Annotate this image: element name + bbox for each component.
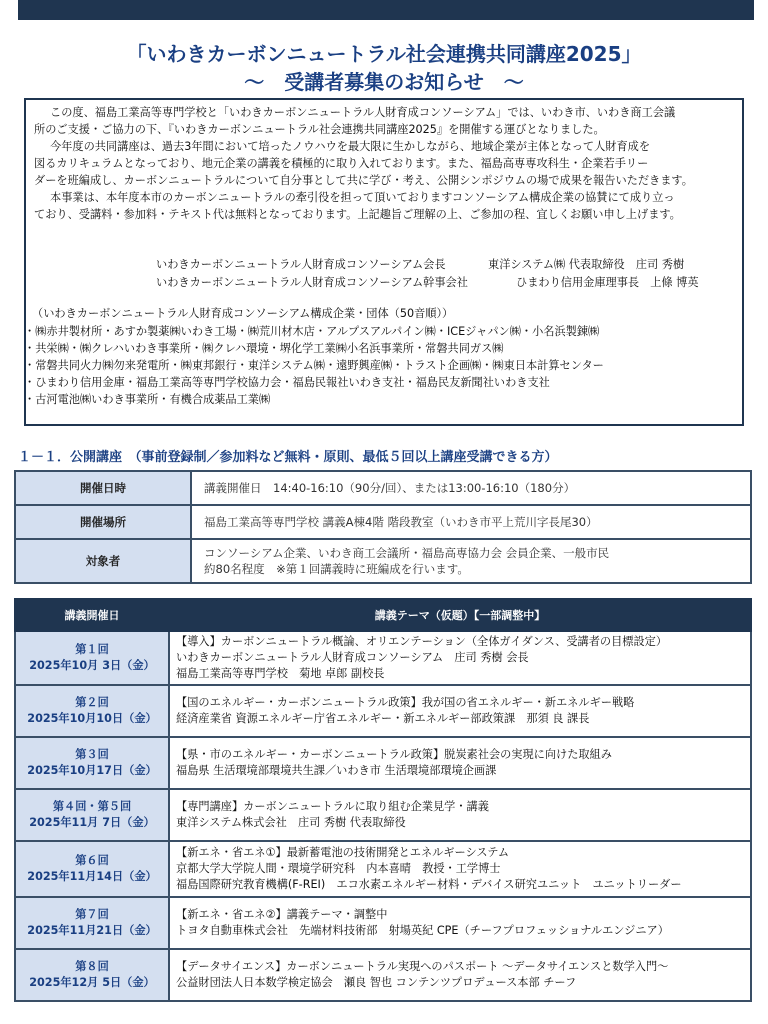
page-subtitle: ～ 受講者募集のお知らせ ～ (244, 70, 524, 94)
schedule-date-cell (15, 685, 169, 737)
section-heading: １－１．公開講座 （事前登録制／参加料など無料・原則、最低５回以上講座受講できる方） (18, 450, 558, 465)
session-date: 2025年11月21日（金） (27, 924, 157, 937)
schedule-header-theme: 講義テーマ（仮題）【一部調整中】 (169, 599, 751, 631)
schedule-theme-cell (169, 737, 751, 789)
theme-line: 京都大学大学院人間・環境学研究科 内本喜晴 教授・工学博士 (176, 862, 501, 875)
schedule-row (15, 897, 751, 949)
schedule-date-cell (15, 789, 169, 841)
session-number: 第１回 (75, 643, 109, 656)
schedule-row (15, 841, 751, 897)
intro-line: 所のご支援・ご協力の下、『いわきカーボンニュートラル社会連携共同講座2025』を開催する運びとなりました。 (34, 123, 605, 136)
schedule-theme-cell (169, 897, 751, 949)
session-date: 2025年10月 3日（金） (29, 659, 155, 672)
info-row (15, 539, 751, 583)
intro-line: ており、受講料・参加料・テキスト代は無料となっております。上記趣旨ご理解の上、ご参加の程、宜しくお願い申し上げます。 (34, 208, 681, 221)
intro-line: 本事業は、本年度本市のカーボンニュートラルの牽引役を担って頂いておりますコンソーシアム構成企業の協賛にて成り立っ (50, 191, 675, 204)
members-line: ・共栄㈱・㈱クレハいわき事業所・㈱クレハ環境・堺化学工業㈱小名浜事業所・常磐共同ガス㈱ (24, 342, 504, 355)
session-number: 第４回・第５回 (52, 800, 132, 813)
schedule-row (15, 685, 751, 737)
session-number: 第８回 (75, 960, 109, 973)
top-banner (18, 0, 754, 20)
theme-line: 【国のエネルギー・カーボンニュートラル政策】我が国の省エネルギー・新エネルギー戦略 (176, 696, 635, 709)
info-value (191, 505, 751, 539)
session-date: 2025年10月10日（金） (27, 712, 157, 725)
signature-role: いわきカーボンニュートラル人財育成コンソーシアム幹事会社 (156, 276, 468, 289)
schedule-date-cell (15, 949, 169, 1001)
info-row (15, 505, 751, 539)
theme-line: 【新エネ・省エネ②】講義テーマ・調整中 (176, 908, 388, 921)
schedule-date-cell (15, 897, 169, 949)
signature-chair (156, 256, 684, 272)
session-number: 第６回 (75, 854, 109, 867)
members-line: ・古河電池㈱いわき事業所・有機合成薬品工業㈱ (24, 393, 271, 406)
schedule-date-cell (15, 737, 169, 789)
info-line: 講義開催日 14:40-16:10（90分/回）、または13:00-16:10（180分） (204, 481, 576, 495)
theme-line: 東洋システム株式会社 庄司 秀樹 代表取締役 (176, 816, 406, 829)
session-number: 第２回 (75, 696, 109, 709)
theme-line: 経済産業省 資源エネルギー庁省エネルギー・新エネルギー部政策課 那須 良 課長 (176, 712, 590, 725)
schedule-header-date: 講義開催日 (15, 599, 169, 631)
schedule-theme-cell (169, 789, 751, 841)
signature-secretary (156, 274, 699, 290)
schedule-date-cell (15, 631, 169, 685)
schedule-theme-cell (169, 841, 751, 897)
theme-line: 【専門講座】カーボンニュートラルに取り組む企業見学・講義 (176, 800, 489, 813)
info-value (191, 471, 751, 505)
schedule-row (15, 949, 751, 1001)
theme-line: 【県・市のエネルギー・カーボンニュートラル政策】脱炭素社会の実現に向けた取組み (176, 748, 612, 761)
signature-role: いわきカーボンニュートラル人財育成コンソーシアム会長 (156, 258, 446, 271)
theme-line: いわきカーボンニュートラル人財育成コンソーシアム 庄司 秀樹 会長 (176, 651, 529, 664)
session-number: 第３回 (75, 748, 109, 761)
session-date: 2025年10月17日（金） (27, 764, 157, 777)
info-label: 対象者 (15, 539, 191, 583)
session-date: 2025年12月 5日（金） (29, 976, 155, 989)
intro-line: 図るカリキュラムとなっており、地元企業の講義を積極的に取り入れております。また、福島高専専攻科生・企業若手リー (34, 157, 649, 170)
page-title: 「いわきカーボンニュートラル社会連携共同講座2025」 (126, 42, 642, 66)
schedule-row (15, 631, 751, 685)
info-line: 約80名程度 ※第１回講義時に班編成を行います。 (204, 562, 469, 576)
signature-name: ひまわり信用金庫理事長 上條 博英 (516, 276, 699, 289)
session-number: 第７回 (75, 908, 109, 921)
schedule-row (15, 737, 751, 789)
info-line: 福島工業高等専門学校 講義A棟4階 階段教室（いわき市平上荒川字長尾30） (204, 515, 598, 529)
theme-line: 福島国際研究教育機構(F-REI) エコ水素エネルギー材料・デバイス研究ユニット ユニットリーダー (176, 878, 682, 891)
theme-line: 【新エネ・省エネ①】最新蓄電池の技術開発とエネルギーシステム (176, 846, 510, 859)
schedule-theme-cell (169, 949, 751, 1001)
theme-line: 【導入】カーボンニュートラル概論、オリエンテーション（全体ガイダンス、受講者の目標設定） (176, 635, 668, 648)
members-heading: （いわきカーボンニュートラル人財育成コンソーシアム構成企業・団体（50音順）） (32, 307, 454, 320)
theme-line: 【データサイエンス】カーボンニュートラル実現へのパスポート ～データサイエンスと数学入門～ (176, 960, 669, 973)
schedule-header (15, 599, 751, 631)
members-line: ・常磐共同火力㈱勿来発電所・㈱東邦銀行・東洋システム㈱・遠野興産㈱・トラスト企画㈱・㈱東日本計算センター (24, 359, 604, 372)
theme-line: 福島工業高等専門学校 菊地 卓郎 副校長 (176, 667, 385, 680)
info-value (191, 539, 751, 583)
theme-line: 福島県 生活環境部環境共生課／いわき市 生活環境部環境企画課 (176, 764, 497, 777)
info-label: 開催日時 (15, 471, 191, 505)
schedule-theme-cell (169, 685, 751, 737)
members-line: ・㈱赤井製材所・あすか製薬㈱いわき工場・㈱荒川材木店・アルプスアルパイン㈱・ICEジャパン㈱・小名浜製錬㈱ (24, 325, 600, 338)
info-table (14, 470, 752, 584)
intro-line: ダーを班編成し、カーボンニュートラルについて自分事として共に学び・考え、公開シンポジウムの場で成果を報告いただきます。 (34, 174, 693, 187)
schedule-table (14, 598, 752, 1002)
session-date: 2025年11月14日（金） (27, 870, 157, 883)
intro-line: この度、福島工業高等専門学校と「いわきカーボンニュートラル人財育成コンソーシアム」では、いわき市、いわき商工会議 (50, 106, 676, 119)
schedule-row (15, 789, 751, 841)
members-line: ・ひまわり信用金庫・福島工業高等専門学校協力会・福島民報社いわき支社・福島民友新聞社いわき支社 (24, 376, 550, 389)
info-label: 開催場所 (15, 505, 191, 539)
theme-line: トヨタ自動車株式会社 先端材料技術部 射場英紀 CPE（チーフプロフェッショナルエンジニア） (176, 924, 669, 937)
signature-name: 東洋システム㈱ 代表取締役 庄司 秀樹 (488, 258, 685, 271)
session-date: 2025年11月 7日（金） (29, 816, 155, 829)
schedule-theme-cell (169, 631, 751, 685)
schedule-date-cell (15, 841, 169, 897)
info-row (15, 471, 751, 505)
members-list (24, 323, 604, 408)
theme-line: 公益財団法人日本数学検定協会 瀬良 智也 コンテンツプロデュース本部 チーフ (176, 976, 577, 989)
intro-line: 今年度の共同講座は、過去3年間において培ったノウハウを最大限に生かしながら、地域企業が主体となって人財育成を (50, 140, 651, 153)
info-line: コンソーシアム企業、いわき商工会議所・福島高専協力会 会員企業、一般市民 (204, 546, 610, 560)
